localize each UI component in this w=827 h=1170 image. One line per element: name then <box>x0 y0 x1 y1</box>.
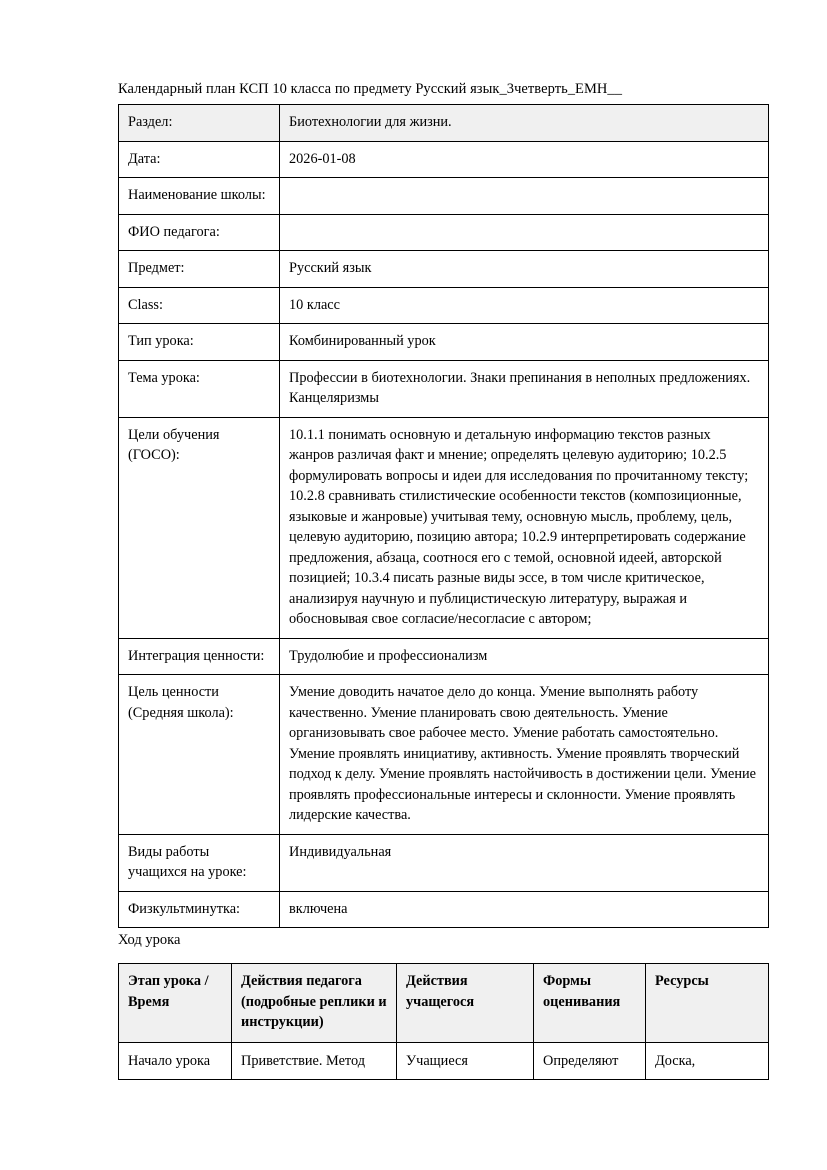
table-row <box>119 834 769 891</box>
table-header-row <box>119 964 769 1043</box>
table-row <box>119 360 769 417</box>
info-row-value: включена <box>280 891 769 928</box>
info-row-label: Раздел: <box>119 105 280 142</box>
info-row-label: Физкультминутка: <box>119 891 280 928</box>
info-row-label: Дата: <box>119 141 280 178</box>
info-row-label: Class: <box>119 287 280 324</box>
info-row-label: Предмет: <box>119 251 280 288</box>
page-title: Календарный план КСП 10 класса по предмету Русский язык_3четверть_ЕМН__ <box>118 81 623 97</box>
column-header: Ресурсы <box>646 964 769 1043</box>
table-cell: Приветствие. Метод <box>232 1042 397 1080</box>
info-row-value: Биотехнологии для жизни. <box>280 105 769 142</box>
table-row <box>119 178 769 215</box>
lesson-flow-head <box>119 964 769 1043</box>
column-header: Этап урока / Время <box>119 964 232 1043</box>
table-row <box>119 417 769 638</box>
info-row-value: 10 класс <box>280 287 769 324</box>
info-row-value: Профессии в биотехнологии. Знаки препинания в неполных предложениях. Канцеляризмы <box>280 360 769 417</box>
info-row-value: Индивидуальная <box>280 834 769 891</box>
info-row-value: 2026-01-08 <box>280 141 769 178</box>
column-header: Действия учащегося <box>397 964 534 1043</box>
table-row <box>119 105 769 142</box>
info-row-label: Интеграция ценности: <box>119 638 280 675</box>
column-header: Формы оценивания <box>534 964 646 1043</box>
info-row-label: Цель ценности (Средняя школа): <box>119 675 280 835</box>
table-row <box>119 141 769 178</box>
table-row <box>119 1042 769 1080</box>
lesson-flow-body <box>119 1042 769 1080</box>
info-row-value: 10.1.1 понимать основную и детальную информацию текстов разных жанров различая факт и мнение; определять целевую аудиторию; 10.2.5 формулировать вопросы и идеи для исследования по прочитанному тексту; 10.2.8 сравнивать стилистические особенности текстов (композиционные, языковые и жанровые) учитывая тему, основную мысль, проблему, цель, целевую аудиторию, позицию автора; 10.2.9 интерпретировать содержание предложения, абзаца, соотнося его с темой, основной идеей, авторской позицией; 10.3.4 писать разные виды эссе, в том числе критическое, анализируя научную и публицистическую литературу, выражая и обосновывая свое согласие/несогласие с автором; <box>280 417 769 638</box>
table-row <box>119 214 769 251</box>
info-row-value: Комбинированный урок <box>280 324 769 361</box>
table-row <box>119 324 769 361</box>
table-cell: Доска, <box>646 1042 769 1080</box>
lesson-flow-caption: Ход урока <box>118 932 181 948</box>
lesson-flow-table <box>118 963 769 1080</box>
table-row <box>119 251 769 288</box>
lesson-info-table <box>118 104 769 928</box>
info-row-label: Виды работы учащихся на уроке: <box>119 834 280 891</box>
table-cell: Учащиеся <box>397 1042 534 1080</box>
info-row-label: Тип урока: <box>119 324 280 361</box>
table-row <box>119 891 769 928</box>
table-row <box>119 287 769 324</box>
table-cell: Начало урока <box>119 1042 232 1080</box>
info-row-value: Трудолюбие и профессионализм <box>280 638 769 675</box>
info-row-label: Тема урока: <box>119 360 280 417</box>
lesson-info-body <box>119 105 769 928</box>
info-row-value <box>280 178 769 215</box>
table-row <box>119 638 769 675</box>
info-row-label: ФИО педагога: <box>119 214 280 251</box>
table-cell: Определяют <box>534 1042 646 1080</box>
info-row-value: Русский язык <box>280 251 769 288</box>
info-row-label: Цели обучения (ГОСО): <box>119 417 280 638</box>
info-row-label: Наименование школы: <box>119 178 280 215</box>
info-row-value: Умение доводить начатое дело до конца. Умение выполнять работу качественно. Умение планировать свою деятельность. Умение организовывать свое рабочее место. Умение работать самостоятельно. Умение проявлять инициативу, активность. Умение проявлять творческий подход к делу. Умение проявлять настойчивость в достижении цели. Умение проявлять профессиональные интересы и склонности. Умение проявлять лидерские качества. <box>280 675 769 835</box>
table-row <box>119 675 769 835</box>
lesson-flow-clip <box>118 963 769 1170</box>
info-row-value <box>280 214 769 251</box>
column-header: Действия педагога (подробные реплики и инструкции) <box>232 964 397 1043</box>
